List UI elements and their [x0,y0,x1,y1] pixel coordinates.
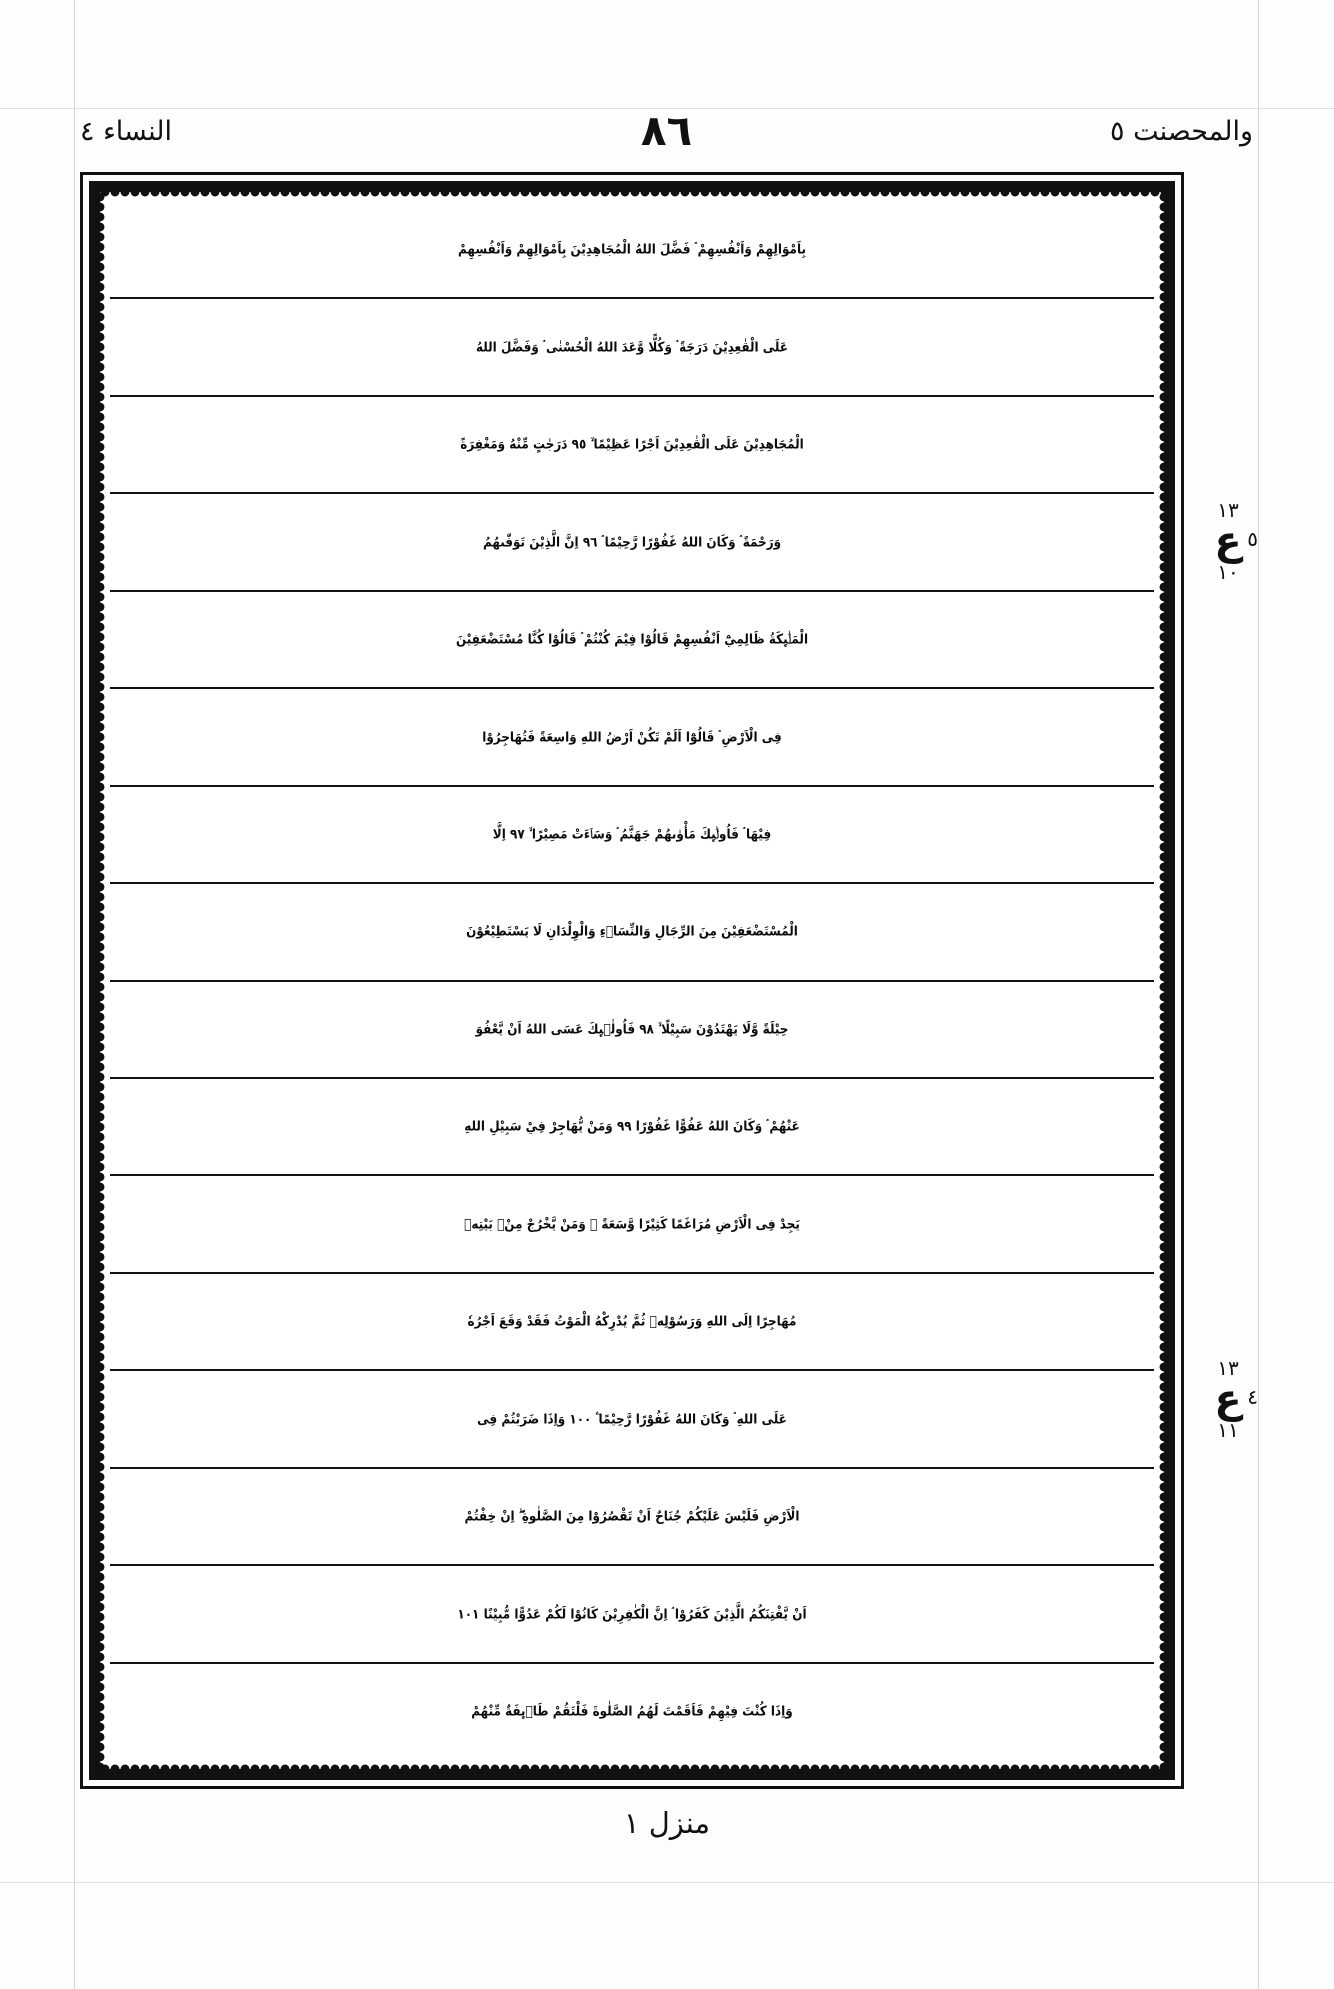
ayah-text: بِاَمْوَالِهِمْ وَاَنْفُسِهِمْ ۘ فَضَّلَ اللهُ الْمُجَاهِدِيْنَ بِاَمْوَالِهِمْ وَاَنْفُسِهِمْ [458,241,806,258]
ruku-marker-1-symbol [1196,518,1260,564]
quran-text-block [110,202,1154,1759]
ayah-line [110,982,1154,1079]
ayah-line [110,202,1154,299]
frame-serration-bottom [100,1760,1164,1769]
scan-edge-right [1258,0,1259,1989]
ayah-text: مُهَاجِرًا اِلَى اللهِ وَرَسُوْلِهٖ ثُمَّ يُدْرِكْهُ الْمَوْتُ فَقَدْ وَقَعَ اَجْرُهٗ [467,1313,797,1330]
ayah-line [110,884,1154,981]
ayah-text: يَجِدْ فِى الْاَرْضِ مُرَاغَمًا كَثِيْرًا وَّسَعَةً ۘ وَمَنْ يَّخْرُجْ مِنْۢ بَيْتِهٖ [464,1215,800,1232]
ayah-line [110,299,1154,396]
ayah-line [110,1079,1154,1176]
ayah-text: وَاِذَا كُنْتَ فِيْهِمْ فَاَقَمْتَ لَهُمُ الصَّلٰوةَ فَلْتَقُمْ طَاۤىِٕفَةٌ مِّنْهُمْ [471,1703,793,1719]
ruku-marker-2-number: ٤ [1247,1385,1258,1409]
frame-serration-top [100,192,1164,201]
ruku-glyph: ع [1214,1376,1242,1422]
page-footer [0,1806,1334,1840]
ayah-text: وَرَحْمَةً ۘ وَكَانَ اللهُ غَفُوْرًا رَّحِيْمًا ۘ ٩٦ اِنَّ الَّذِيْنَ تَوَفّٰىهُمُ [482,533,782,550]
ayah-line [110,1274,1154,1371]
frame-serration-left [100,192,109,1769]
ruku-marker-2-symbol [1196,1376,1260,1422]
ruku-marker-2-top: ١٣ [1217,1356,1239,1380]
ayah-text: عَلَى الْقٰعِدِيْنَ دَرَجَةً ۘ وَكُلًّا وَّعَدَ اللهُ الْحُسْنٰى ۘ وَفَضَّلَ اللهُ [475,338,788,355]
ayah-text: الْمُجَاهِدِيْنَ عَلَى الْقٰعِدِيْنَ اَجْرًا عَظِيْمًا ۙ ٩٥ دَرَجٰتٍ مِّنْهُ وَمَغْفِرَةً [460,436,804,453]
juz-label: والمحصنت ٥ [1110,116,1253,147]
ayah-line [110,1566,1154,1663]
ayah-line [110,689,1154,786]
ayah-line [110,787,1154,884]
frame-serration-right [1155,192,1164,1769]
ruku-marker-1-top: ١٣ [1217,498,1239,522]
ayah-line [110,494,1154,591]
ayah-line [110,1469,1154,1566]
ayah-line [110,1664,1154,1759]
ruku-glyph: ع [1214,518,1242,564]
scan-edge-bottom [0,1882,1334,1883]
surah-label: النساء ٤ [80,116,172,147]
page-frame [80,172,1184,1789]
ayah-line [110,592,1154,689]
ayah-text: عَلَى اللهِ ۘ وَكَانَ اللهُ غَفُوْرًا رَّحِيْمًا ۧ ١٠٠ وَاِذَا ضَرَبْتُمْ فِى [477,1410,787,1427]
ayah-line [110,1371,1154,1468]
ruku-marker-1-bottom: ١٠ [1217,560,1239,584]
ruku-marker-2-bottom: ١١ [1217,1418,1239,1442]
ayah-text: الْمُسْتَضْعَفِيْنَ مِنَ الرِّجَالِ وَالنِّسَاۤءِ وَالْوِلْدَانِ لَا يَسْتَطِيْعُوْنَ [466,923,798,940]
ayah-text: حِيْلَةً وَّلَا يَهْتَدُوْنَ سَبِيْلًا ۙ ٩٨ فَاُولٰۤىِٕكَ عَسَى اللهُ اَنْ يَّعْفُوَ [475,1021,789,1037]
manzil-label: منزل ١ [623,1806,711,1840]
ruku-marker-2 [1196,1358,1260,1440]
scan-edge-left [74,0,75,1989]
ayah-text: الْمَلٰۤىِٕكَةُ ظَالِمِيْٓ اَنْفُسِهِمْ قَالُوْا فِيْمَ كُنْتُمْ ۘ قَالُوْا كُنَّا مُسْتَضْعَفِيْنَ [455,631,809,647]
ayah-text: الْاَرْضِ فَلَيْسَ عَلَيْكُمْ جُنَاحٌ اَنْ تَقْصُرُوْا مِنَ الصَّلٰوةِ ۖ اِنْ خِفْتُمْ [464,1508,800,1524]
ruku-marker-1 [1196,500,1260,582]
ruku-marker-1-number: ٥ [1247,527,1258,551]
ayah-text: عَنْهُمْ ۘ وَكَانَ اللهُ عَفُوًّا غَفُوْرًا ٩٩ وَمَنْ يُّهَاجِرْ فِيْ سَبِيْلِ اللهِ [464,1118,800,1135]
ayah-text: اَنْ يَّفْتِنَكُمُ الَّذِيْنَ كَفَرُوْا ۘ اِنَّ الْكٰفِرِيْنَ كَانُوْا لَكُمْ عَدُوًّا مُّبِيْنًا ١٠١ [457,1605,807,1622]
ayah-line [110,397,1154,494]
page-header [74,108,1259,160]
ayah-text: فِى الْاَرْضِ ۘ قَالُوْٓا اَلَمْ تَكُنْ اَرْضُ اللهِ وَاسِعَةً فَتُهَاجِرُوْا [482,728,782,745]
ayah-text: فِيْهَا ۘ فَاُولٰۤىِٕكَ مَأْوٰىهُمْ جَهَنَّمُ ۘ وَسَاۤءَتْ مَصِيْرًا ۙ ٩٧ اِلَّا [492,826,772,842]
ayah-line [110,1176,1154,1273]
page-number: ٨٦ [640,106,693,155]
